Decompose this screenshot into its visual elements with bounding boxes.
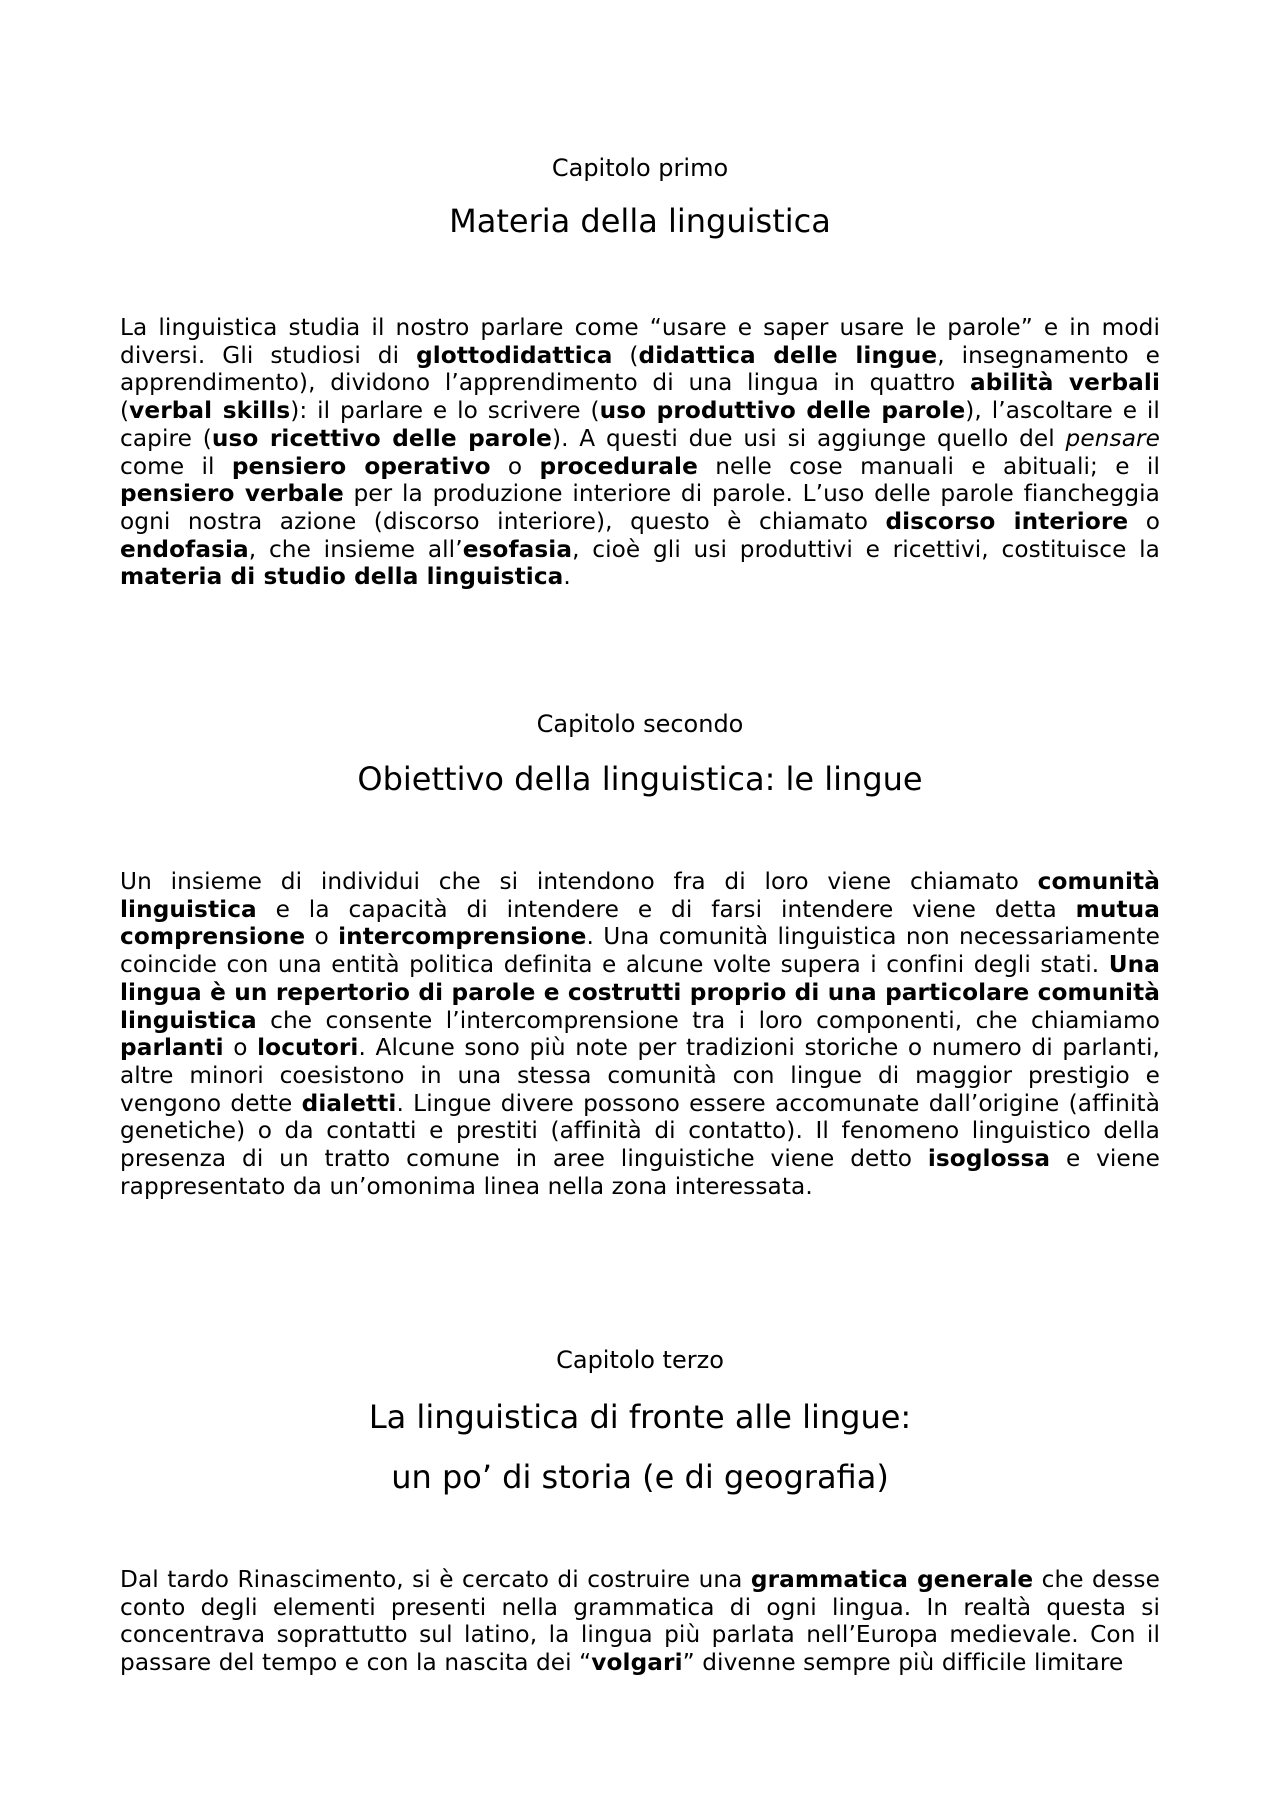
text-run: ): il parlare e lo scrivere ( <box>290 397 600 425</box>
bold-term: intercomprensione <box>338 923 587 951</box>
bold-term: didattica delle lingue <box>638 341 938 369</box>
text-run: . Lingue divere possono essere accomunate dall’origine (affinità genetiche) o da contatti e prestiti (affinità di contatto). Il fenomeno linguistico della presenza di un tratto comune in aree linguistiche viene detto <box>120 1089 1161 1173</box>
bold-term: grammatica generale <box>750 1566 1034 1593</box>
bold-term: parlanti <box>120 1034 224 1062</box>
text-run: e viene rappresentato da un’omonima linea nella zona interessata. <box>120 1145 1161 1200</box>
italic-term: pensare <box>1065 424 1161 452</box>
bold-term: volgari <box>591 1649 683 1677</box>
text-run: , cioè gli usi produttivi e ricettivi, costituisce la <box>572 535 1160 563</box>
chapter-1-label: Capitolo primo <box>551 154 729 182</box>
text-run: ). A questi due usi si aggiunge quello del <box>551 424 1066 452</box>
bold-term: materia di studio della linguistica <box>120 563 564 591</box>
text-run: Dal tardo Rinascimento, si è cercato di costruire una <box>120 1566 751 1593</box>
text-run: Un insieme di individui che si intendono fra di loro viene chiamato <box>120 868 1038 895</box>
chapter-2-paragraph <box>120 868 1160 1200</box>
text-run: o <box>490 452 540 480</box>
bold-term: pensiero operativo <box>231 452 491 480</box>
bold-term: dialetti <box>301 1089 397 1117</box>
chapter-2-label: Capitolo secondo <box>536 710 744 738</box>
text-run: . <box>563 563 571 591</box>
bold-term: abilità verbali <box>969 369 1160 397</box>
text-run: , che insieme all’ <box>248 535 463 563</box>
bold-term: discorso interiore <box>885 507 1129 535</box>
text-run: La linguistica studia il nostro parlare come “usare e saper usare le parole” e in modi diversi. Gli studiosi di <box>120 314 1160 369</box>
bold-term: comunità linguistica <box>120 868 1160 923</box>
bold-term: Una lingua è un repertorio di parole e costrutti proprio di una particolare comunità linguistica <box>120 951 1160 1034</box>
text-run: . Una comunità linguistica non necessariamente coincide con una entità politica definita e alcune volte supera i confini degli stati. <box>120 923 1160 979</box>
text-run: nelle cose manuali e abituali; e il <box>697 452 1160 480</box>
text-run: o <box>1128 507 1160 535</box>
chapter-2-title: Obiettivo della linguistica: le lingue <box>357 760 923 798</box>
bold-term: esofasia <box>462 535 573 563</box>
text-run: , insegnamento e apprendimento), dividono l’apprendimento di una lingua in quattro <box>120 341 1160 397</box>
text-run: ), l’ascoltare e il capire ( <box>120 397 1160 452</box>
bold-term: pensiero verbale <box>120 480 344 508</box>
bold-term: mutua comprensione <box>120 895 1160 951</box>
text-run: ( <box>612 341 639 369</box>
chapter-3-title-line-2: un po’ di storia (e di geografia) <box>391 1458 889 1496</box>
text-run: come il <box>120 452 232 480</box>
text-run: o <box>305 923 339 951</box>
bold-term: isoglossa <box>927 1145 1051 1173</box>
text-run: o <box>223 1034 258 1062</box>
bold-term: uso ricettivo delle parole <box>211 424 552 452</box>
bold-term: verbal skills <box>129 397 291 425</box>
bold-term: uso produttivo delle parole <box>599 397 966 425</box>
bold-term: endofasia <box>120 535 249 563</box>
text-run: ” divenne sempre più difficile limitare <box>682 1649 1124 1677</box>
text-run: che desse conto degli elementi presenti nella grammatica di ogni lingua. In realtà questa si concentrava soprattutto sul latino, la lingua più parlata nell’Europa medievale. Con il passare del tempo e con la nascita dei “ <box>120 1566 1160 1677</box>
bold-term: procedurale <box>539 452 698 480</box>
chapter-3-title-line-1: La linguistica di fronte alle lingue: <box>368 1398 912 1436</box>
chapter-3-label: Capitolo terzo <box>556 1346 724 1374</box>
chapter-1-title: Materia della linguistica <box>449 202 831 240</box>
text-run: e la capacità di intendere e di farsi intendere viene detta <box>256 895 1076 923</box>
text-run: che consente l’intercomprensione tra i loro componenti, che chiamiamo <box>256 1006 1160 1034</box>
text-run: per la produzione interiore di parole. L’uso delle parole fiancheggia ogni nostra azione (discorso interiore), questo è chiamato <box>120 480 1160 535</box>
bold-term: locutori <box>257 1034 359 1062</box>
chapter-1-paragraph <box>120 314 1160 591</box>
bold-term: glottodidattica <box>416 341 613 369</box>
text-run: ( <box>120 397 130 425</box>
text-run: . Alcune sono più note per tradizioni storiche o numero di parlanti, altre minori coesistono in una stessa comunità con lingue di maggior prestigio e vengono dette <box>120 1034 1161 1117</box>
chapter-3-paragraph <box>120 1566 1160 1677</box>
